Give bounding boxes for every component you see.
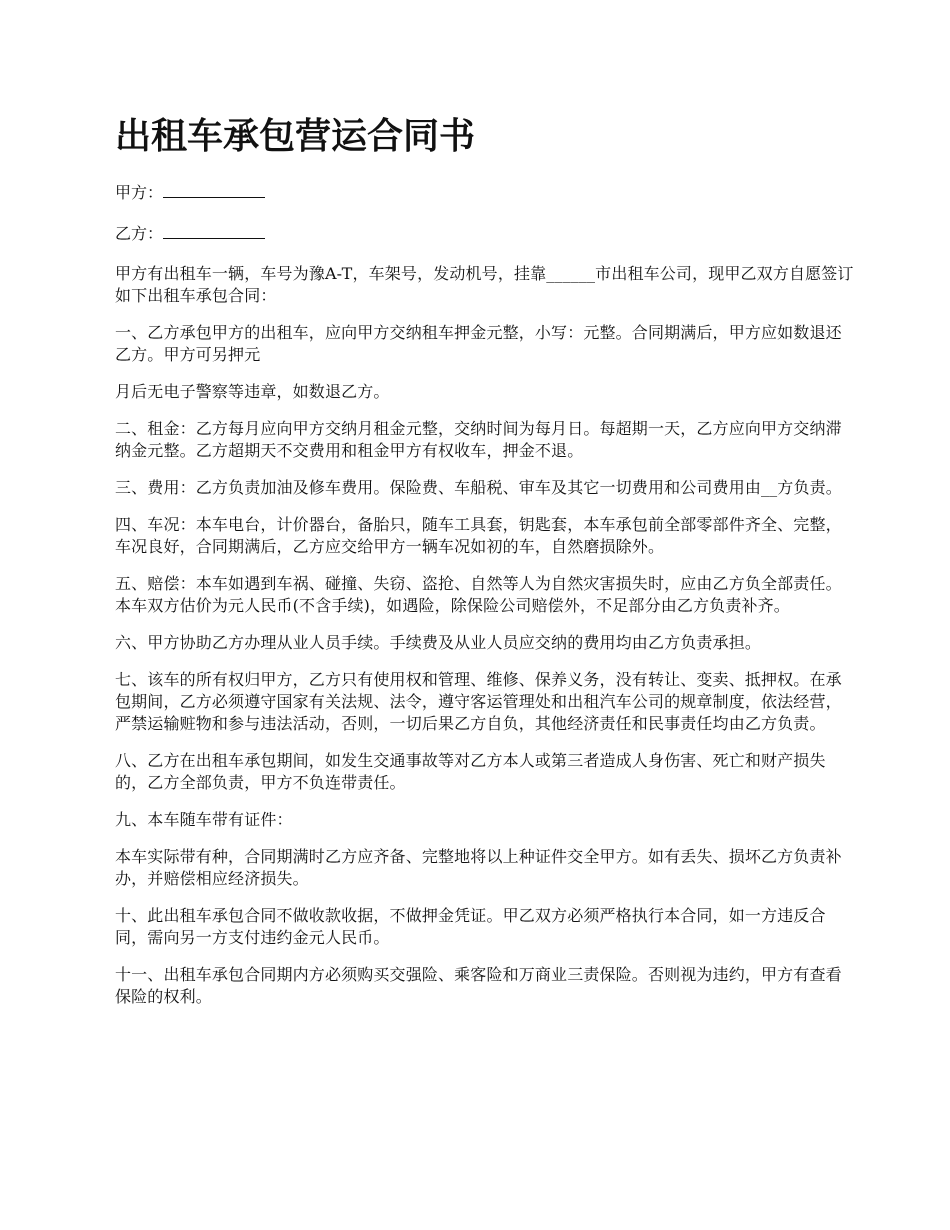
party-b-line	[115, 222, 265, 246]
clause-10-paragraph: 十、此出租车承包合同不做收款收据，不做押金凭证。甲乙双方必须严格执行本合同，如一方违反合同，需向另一方支付违约金元人民币。	[115, 906, 826, 947]
clause-1-paragraph: 一、乙方承包甲方的出租车，应向甲方交纳租车押金元整，小写：元整。合同期满后，甲方应如数退还乙方。甲方可另押元	[115, 323, 842, 364]
clause-8-paragraph: 八、乙方在出租车承包期间，如发生交通事故等对乙方本人或第三者造成人身伤害、死亡和财产损失的，乙方全部负责，甲方不负连带责任。	[115, 751, 826, 792]
clause-9-paragraph: 九、本车随车带有证件：	[115, 810, 293, 829]
party-a-label: 甲方：	[115, 183, 164, 202]
contract-body	[115, 263, 855, 1023]
clause-2-paragraph: 二、租金：乙方每月应向甲方交纳月租金元整，交纳时间为每月日。每超期一天，乙方应向甲方交纳滞纳金元整。乙方超期天不交费用和租金甲方有权收车，押金不退。	[115, 419, 842, 460]
clause-6-paragraph: 六、甲方协助乙方办理从业人员手续。手续费及从业人员应交纳的费用均由乙方负责承担。	[115, 633, 762, 652]
clause-11-paragraph: 十一、出租车承包合同期内方必须购买交强险、乘客险和万商业三责保险。否则视为违约，甲方有查看保险的权利。	[115, 965, 842, 1006]
intro-paragraph: 甲方有出租车一辆，车号为豫A-T，车架号，发动机号，挂靠______市出租车公司，现甲乙双方自愿签订如下出租车承包合同：	[115, 264, 854, 305]
clause-4-paragraph: 四、车况：本车电台，计价器台，备胎只，随车工具套，钥匙套，本车承包前全部零部件齐全、完整，车况良好，合同期满后，乙方应交给甲方一辆车况如初的车，自然磨损除外。	[115, 515, 842, 556]
clause-3-paragraph: 三、费用：乙方负责加油及修车费用。保险费、车船税、审车及其它一切费用和公司费用由__方负责。	[115, 478, 842, 497]
party-a-line	[115, 181, 265, 205]
clause-5-paragraph: 五、赔偿：本车如遇到车祸、碰撞、失窃、盗抢、自然等人为自然灾害损失时，应由乙方负全部责任。本车双方估价为元人民币(不含手续)，如遇险，除保险公司赔偿外，不足部分由乙方负责补齐。	[115, 574, 842, 615]
clause-9-detail: 本车实际带有种，合同期满时乙方应齐备、完整地将以上种证件交全甲方。如有丢失、损坏乙方负责补办，并赔偿相应经济损失。	[115, 847, 842, 888]
clause-7-paragraph: 七、该车的所有权归甲方，乙方只有使用权和管理、维修、保养义务，没有转让、变卖、抵押权。在承包期间，乙方必须遵守国家有关法规、法令，遵守客运管理处和出租汽车公司的规章制度，依法经营，严禁运输赃物和参与违法活动，否则，一切后果乙方自负，其他经济责任和民事责任均由乙方负责。	[115, 670, 842, 733]
party-b-blank	[163, 222, 265, 239]
clause-1-continuation: 月后无电子警察等违章，如数退乙方。	[115, 382, 390, 401]
party-a-blank	[163, 181, 265, 198]
document-title: 出租车承包营运合同书	[115, 115, 476, 157]
party-b-label: 乙方：	[115, 224, 164, 243]
